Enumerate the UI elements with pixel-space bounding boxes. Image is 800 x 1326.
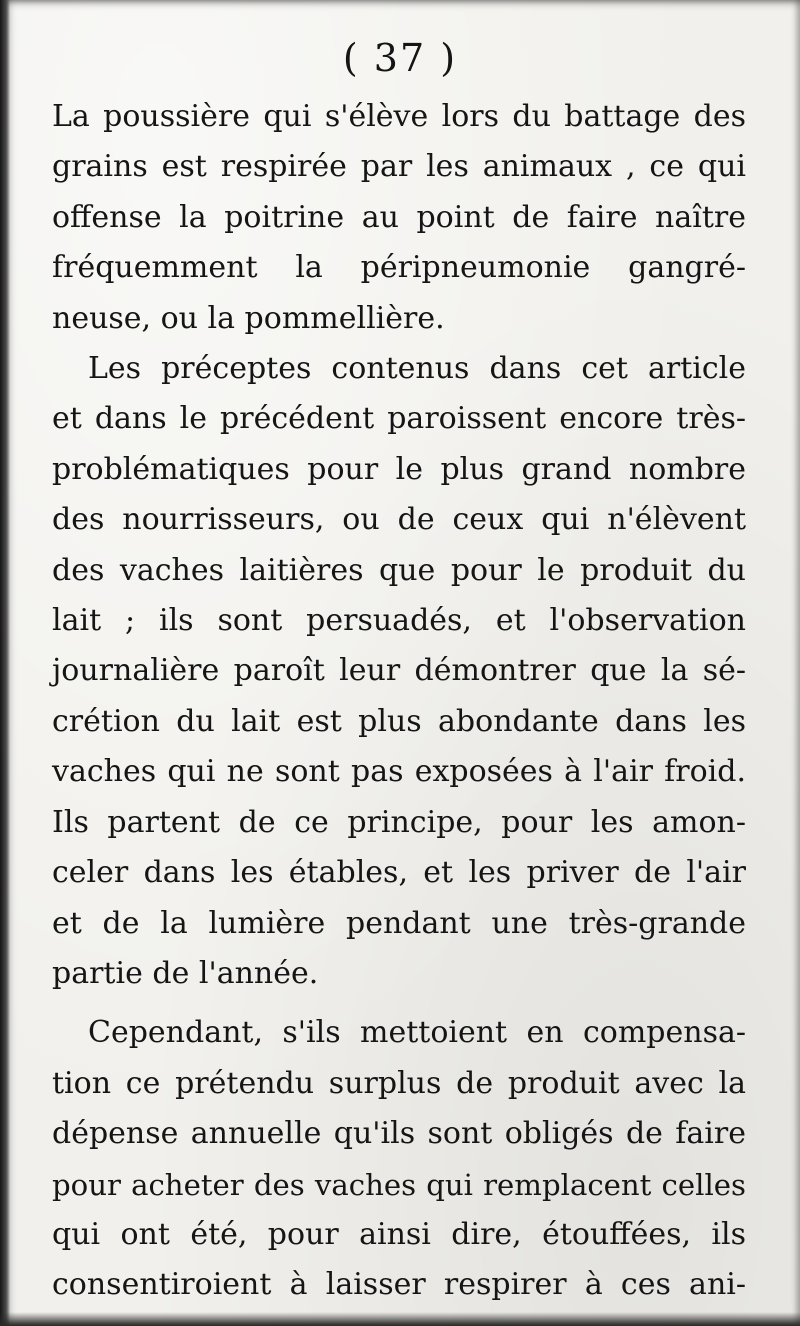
text-line: offense la poitrine au point de faire naître: [52, 199, 746, 235]
text-line: qui ont été, pour ainsi dire, étouffées, ils: [52, 1216, 746, 1252]
paragraph-1: [52, 92, 746, 344]
page-bottom-shadow: [0, 1312, 800, 1326]
text-line: journalière paroît leur démontrer que la sé-: [52, 653, 746, 689]
text-line: dépense annuelle qu'ils sont obligés de faire: [52, 1116, 746, 1152]
text-line: pour acheter des vaches qui remplacent celles: [52, 1167, 746, 1202]
text-line: fréquemment la péripneumonie gangré-: [52, 250, 746, 286]
text-line: grains est respirée par les animaux , ce qui: [52, 149, 746, 185]
text-line: Les préceptes contenus dans cet article: [88, 351, 746, 387]
paragraph-2: [52, 344, 746, 999]
text-line: consentiroient à laisser respirer à ces ani-: [52, 1267, 746, 1303]
text-line: et de la lumière pendant une très-grande: [52, 905, 746, 941]
page-number: ( 37 ): [342, 36, 458, 80]
body-text: [52, 92, 746, 1311]
text-line: des nourrisseurs, ou de ceux qui n'élèvent: [52, 502, 746, 538]
text-line: partie de l'année.: [52, 955, 319, 991]
text-line: La poussière qui s'élève lors du battage des: [52, 99, 746, 134]
page-binding-shadow: [0, 0, 10, 1326]
text-line: crétion du lait est plus abondante dans les: [52, 703, 746, 739]
text-line: vaches qui ne sont pas exposées à l'air froid.: [52, 754, 746, 790]
text-line: et dans le précédent paroissent encore très-: [52, 401, 746, 437]
text-line: Cependant, s'ils mettoient en compensa-: [88, 1015, 746, 1051]
text-line: celer dans les étables, et les priver de l'air: [52, 855, 746, 891]
text-line: Ils partent de ce principe, pour les amon-: [52, 804, 746, 840]
text-line: problématiques pour le plus grand nombre: [52, 451, 746, 487]
text-line: tion ce prétendu surplus de produit avec la: [52, 1065, 746, 1101]
text-line: des vaches laitières que pour le produit du: [52, 552, 746, 588]
text-line: lait ; ils sont persuadés, et l'observation: [52, 603, 746, 639]
paragraph-3: [52, 1008, 746, 1310]
text-line: neuse, ou la pommellière.: [52, 300, 445, 336]
